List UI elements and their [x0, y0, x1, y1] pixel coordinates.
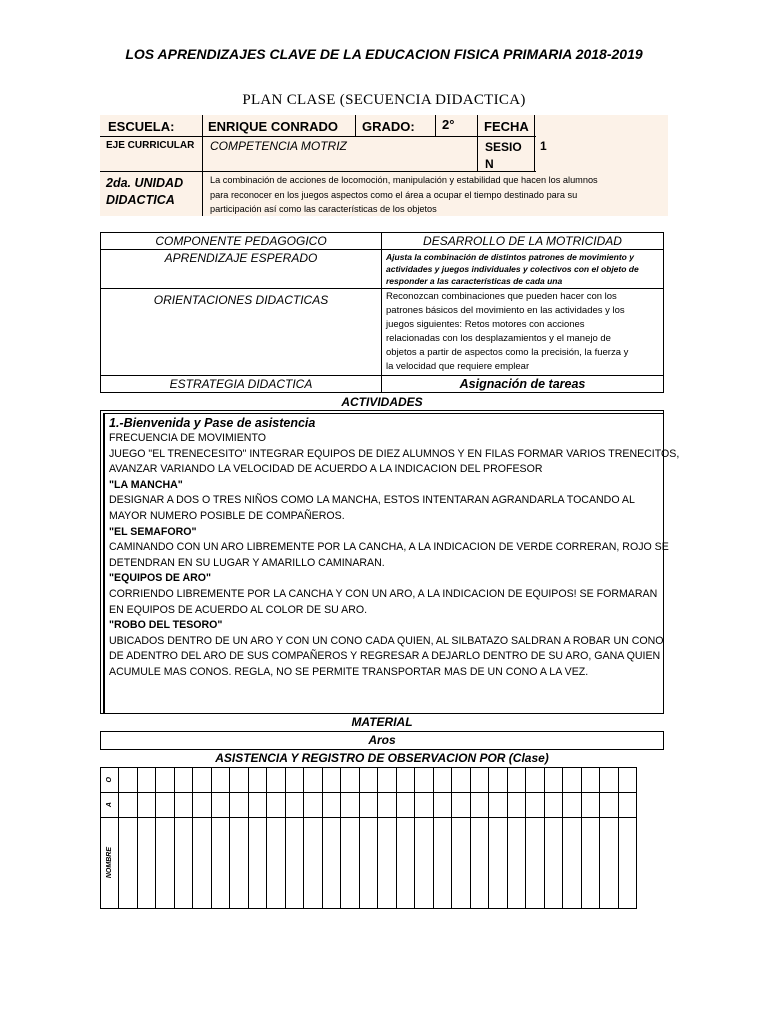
grid-cell[interactable]	[526, 768, 545, 793]
grid-cell[interactable]	[285, 818, 304, 909]
sesion-value: 1	[540, 139, 547, 153]
grid-cell[interactable]	[304, 818, 323, 909]
grid-cell[interactable]	[526, 818, 545, 909]
grid-cell[interactable]	[359, 818, 378, 909]
grid-cell[interactable]	[137, 768, 156, 793]
grid-row-label: O	[106, 777, 113, 783]
grid-cell[interactable]	[433, 793, 452, 818]
row2-divider-b	[477, 137, 478, 171]
grid-cell[interactable]	[211, 768, 230, 793]
grid-cell[interactable]	[452, 818, 471, 909]
grid-cell[interactable]	[544, 793, 563, 818]
grid-cell[interactable]	[600, 793, 619, 818]
grid-cell[interactable]	[156, 793, 175, 818]
actividades-heading: 1.-Bienvenida y Pase de asistencia	[109, 416, 316, 430]
grid-cell[interactable]	[415, 818, 434, 909]
row1-bottom-border	[100, 136, 536, 137]
orientaciones-line: Reconozcan combinaciones que pueden hacer con los	[386, 291, 617, 302]
grid-row-label-cell	[101, 818, 119, 909]
orientaciones-line: patrones básicos del movimiento en las actividades y los	[386, 305, 625, 316]
grado-value: 2°	[442, 117, 455, 132]
eje-value: COMPETENCIA MOTRIZ	[210, 139, 347, 153]
grid-cell[interactable]	[193, 818, 212, 909]
activity-line: DETENDRAN EN SU LUGAR Y AMARILLO CAMINARAN.	[109, 556, 385, 569]
grid-cell[interactable]	[470, 793, 489, 818]
grid-cell[interactable]	[285, 768, 304, 793]
activity-line: ACUMULE MAS CONOS. REGLA, NO SE PERMITE TRANSPORTAR MAS DE UN CONO A LA VEZ.	[109, 665, 589, 678]
grid-cell[interactable]	[230, 818, 249, 909]
grid-cell[interactable]	[248, 818, 267, 909]
unidad-label-line2: DIDACTICA	[106, 193, 175, 207]
grid-cell[interactable]	[137, 793, 156, 818]
info-header-block	[100, 115, 668, 216]
eje-label: EJE CURRICULAR	[106, 140, 195, 151]
grid-cell[interactable]	[156, 818, 175, 909]
grid-cell[interactable]	[137, 818, 156, 909]
grid-cell[interactable]	[304, 768, 323, 793]
grid-cell[interactable]	[452, 768, 471, 793]
componente-label: COMPONENTE PEDAGOGICO	[101, 233, 382, 250]
grid-cell[interactable]	[618, 793, 637, 818]
grid-cell[interactable]	[563, 793, 582, 818]
grid-row-label-cell	[101, 768, 119, 793]
grid-cell[interactable]	[341, 818, 360, 909]
grid-cell[interactable]	[507, 818, 526, 909]
unidad-line: participación así como las características de los objetos	[210, 204, 437, 214]
material-value: Aros	[100, 731, 664, 750]
orientaciones-value	[382, 289, 664, 376]
actividades-title: ACTIVIDADES	[341, 395, 423, 409]
grid-cell[interactable]	[600, 768, 619, 793]
grid-cell[interactable]	[304, 793, 323, 818]
grid-cell[interactable]	[563, 768, 582, 793]
grid-cell[interactable]	[618, 768, 637, 793]
escuela-value: ENRIQUE CONRADO	[208, 119, 339, 134]
activity-line: JUEGO "EL TRENECESITO" INTEGRAR EQUIPOS DE DIEZ ALUMNOS Y EN FILAS FORMAR VARIOS TRENECITOS,	[109, 447, 680, 460]
material-title: MATERIAL	[351, 715, 413, 729]
grid-cell[interactable]	[470, 768, 489, 793]
grid-row-label: NOMBRE	[106, 847, 113, 879]
activity-line: FRECUENCIA DE MOVIMIENTO	[109, 432, 266, 444]
grid-row-label: A	[106, 802, 113, 808]
activity-line: MAYOR NUMERO POSIBLE DE COMPAÑEROS.	[109, 509, 345, 522]
activity-game-title: "LA MANCHA"	[109, 478, 183, 491]
sesion-label	[485, 139, 522, 173]
grid-cell[interactable]	[507, 768, 526, 793]
grid-cell[interactable]	[433, 768, 452, 793]
activity-line: DESIGNAR A DOS O TRES NIÑOS COMO LA MANCHA, ESTOS INTENTARAN AGRANDARLA TOCANDO AL	[109, 494, 635, 507]
actividades-content	[103, 413, 680, 713]
grid-cell[interactable]	[581, 793, 600, 818]
activity-line: DE ADENTRO DEL ARO DE SUS COMPAÑEROS Y REGRESAR A DEJARLO DENTRO DE SU ARO, GANA QUIEN	[109, 650, 661, 663]
grid-cell[interactable]	[600, 818, 619, 909]
row1-divider-c	[435, 115, 436, 136]
grid-cell[interactable]	[378, 818, 397, 909]
grid-cell[interactable]	[322, 768, 341, 793]
aprendizaje-line: Ajusta la combinación de distintos patrones de movimiento y	[386, 252, 634, 262]
estrategia-label: ESTRATEGIA DIDACTICA	[101, 376, 382, 393]
activity-game-title: "EQUIPOS DE ARO"	[109, 572, 212, 585]
sesion-label-line2: N	[485, 157, 494, 171]
activity-line: AVANZAR VARIANDO LA VELOCIDAD DE ACUERDO A LA INDICACION DEL PROFESOR	[109, 463, 543, 476]
grid-cell[interactable]	[211, 793, 230, 818]
unidad-label-line1: 2da. UNIDAD	[106, 176, 184, 190]
orientaciones-line: juegos siguientes: Retos motores con acciones	[386, 319, 585, 330]
grid-cell[interactable]	[230, 768, 249, 793]
grid-cell[interactable]	[359, 768, 378, 793]
grid-cell[interactable]	[119, 793, 138, 818]
aprendizaje-label: APRENDIZAJE ESPERADO	[101, 250, 382, 289]
grid-cell[interactable]	[341, 768, 360, 793]
grid-cell[interactable]	[396, 818, 415, 909]
grid-cell[interactable]	[341, 793, 360, 818]
unidad-text	[210, 173, 598, 217]
orientaciones-label: ORIENTACIONES DIDACTICAS	[101, 289, 382, 376]
grid-cell[interactable]	[267, 768, 286, 793]
grid-cell[interactable]	[563, 818, 582, 909]
grid-cell[interactable]	[378, 768, 397, 793]
activity-line: UBICADOS DENTRO DE UN ARO Y CON UN CONO CADA QUIEN, AL SILBATAZO SALDRAN A ROBAR UN CONO	[109, 634, 664, 647]
sesion-label-line1: SESIO	[485, 140, 522, 154]
componente-value: DESARROLLO DE LA MOTRICIDAD	[382, 233, 664, 250]
asistencia-grid	[100, 767, 637, 909]
grid-cell[interactable]	[193, 768, 212, 793]
fecha-label: FECHA	[484, 119, 529, 134]
grid-cell[interactable]	[544, 768, 563, 793]
document-title: LOS APRENDIZAJES CLAVE DE LA EDUCACION FISICA PRIMARIA 2018-2019	[125, 46, 643, 62]
estrategia-value: Asignación de tareas	[382, 376, 664, 393]
escuela-label: ESCUELA:	[108, 119, 175, 134]
orientaciones-line: relacionadas con los desplazamientos y el manejo de	[386, 333, 611, 344]
grid-cell[interactable]	[174, 793, 193, 818]
asistencia-title: ASISTENCIA Y REGISTRO DE OBSERVACION POR (Clase)	[215, 751, 549, 765]
grid-cell[interactable]	[581, 768, 600, 793]
grid-cell[interactable]	[359, 793, 378, 818]
grid-cell[interactable]	[322, 818, 341, 909]
grid-cell[interactable]	[452, 793, 471, 818]
activity-line: CAMINANDO CON UN ARO LIBREMENTE POR LA CANCHA, A LA INDICACION DE VERDE CORRERAN, ROJO SE	[109, 541, 669, 554]
aprendizaje-line: actividades y juegos individuales y colectivos con el objeto de	[386, 264, 639, 274]
activity-line: CORRIENDO LIBREMENTE POR LA CANCHA Y CON UN ARO, A LA INDICACION DE EQUIPOS! SE FORMARAN	[109, 587, 658, 600]
grid-cell[interactable]	[119, 768, 138, 793]
grid-cell[interactable]	[489, 793, 508, 818]
activity-game-title: "EL SEMAFORO"	[109, 525, 197, 538]
row2-divider-c	[534, 137, 535, 171]
row1-divider-e	[534, 115, 535, 136]
row2-divider-a	[202, 137, 203, 171]
unidad-line: para reconocer en los juegos aspectos como el área a ocupar el tiempo destinado para su	[210, 189, 578, 200]
row1-divider-b	[355, 115, 356, 136]
grid-cell[interactable]	[544, 818, 563, 909]
grid-cell[interactable]	[396, 768, 415, 793]
aprendizaje-line: responder a las características de cada una	[386, 276, 563, 286]
activity-line: EN EQUIPOS DE ACUERDO AL COLOR DE SU ARO.	[109, 603, 368, 616]
grid-cell[interactable]	[211, 818, 230, 909]
grid-cell[interactable]	[396, 793, 415, 818]
grado-label: GRADO:	[362, 119, 415, 134]
grid-cell[interactable]	[248, 768, 267, 793]
grid-cell[interactable]	[267, 793, 286, 818]
grid-cell[interactable]	[618, 818, 637, 909]
grid-cell[interactable]	[193, 793, 212, 818]
grid-row-label-cell	[101, 793, 119, 818]
unidad-line: La combinación de acciones de locomoción, manipulación y estabilidad que hacen los alumnos	[210, 175, 598, 185]
grid-row	[101, 818, 637, 909]
grid-cell[interactable]	[415, 793, 434, 818]
row2-bottom-border	[100, 171, 536, 172]
grid-cell[interactable]	[174, 818, 193, 909]
grid-row	[101, 768, 637, 793]
grid-cell[interactable]	[507, 793, 526, 818]
orientaciones-line: la velocidad que requiere emplear	[386, 361, 530, 372]
grid-cell[interactable]	[526, 793, 545, 818]
unidad-label	[106, 175, 183, 209]
row1-divider-d	[477, 115, 478, 136]
grid-cell[interactable]	[119, 818, 138, 909]
grid-cell[interactable]	[378, 793, 397, 818]
grid-cell[interactable]	[581, 818, 600, 909]
aprendizaje-value	[382, 250, 664, 289]
row1-divider-a	[202, 115, 203, 136]
grid-cell[interactable]	[285, 793, 304, 818]
row3-divider-a	[202, 172, 203, 216]
grid-cell[interactable]	[470, 818, 489, 909]
actividades-lines	[109, 431, 680, 681]
componentes-table	[100, 232, 664, 393]
grid-cell[interactable]	[322, 793, 341, 818]
grid-row	[101, 793, 637, 818]
orientaciones-line: objetos a partir de aspectos como la precisión, la fuerza y	[386, 347, 629, 358]
grid-cell[interactable]	[433, 818, 452, 909]
grid-cell[interactable]	[156, 768, 175, 793]
plan-title: PLAN CLASE (SECUENCIA DIDACTICA)	[242, 92, 526, 108]
grid-cell[interactable]	[415, 768, 434, 793]
grid-cell[interactable]	[230, 793, 249, 818]
grid-cell[interactable]	[248, 793, 267, 818]
grid-cell[interactable]	[174, 768, 193, 793]
actividades-box	[100, 410, 680, 714]
grid-cell[interactable]	[489, 768, 508, 793]
activity-game-title: "ROBO DEL TESORO"	[109, 619, 223, 632]
grid-cell[interactable]	[267, 818, 286, 909]
grid-cell[interactable]	[489, 818, 508, 909]
